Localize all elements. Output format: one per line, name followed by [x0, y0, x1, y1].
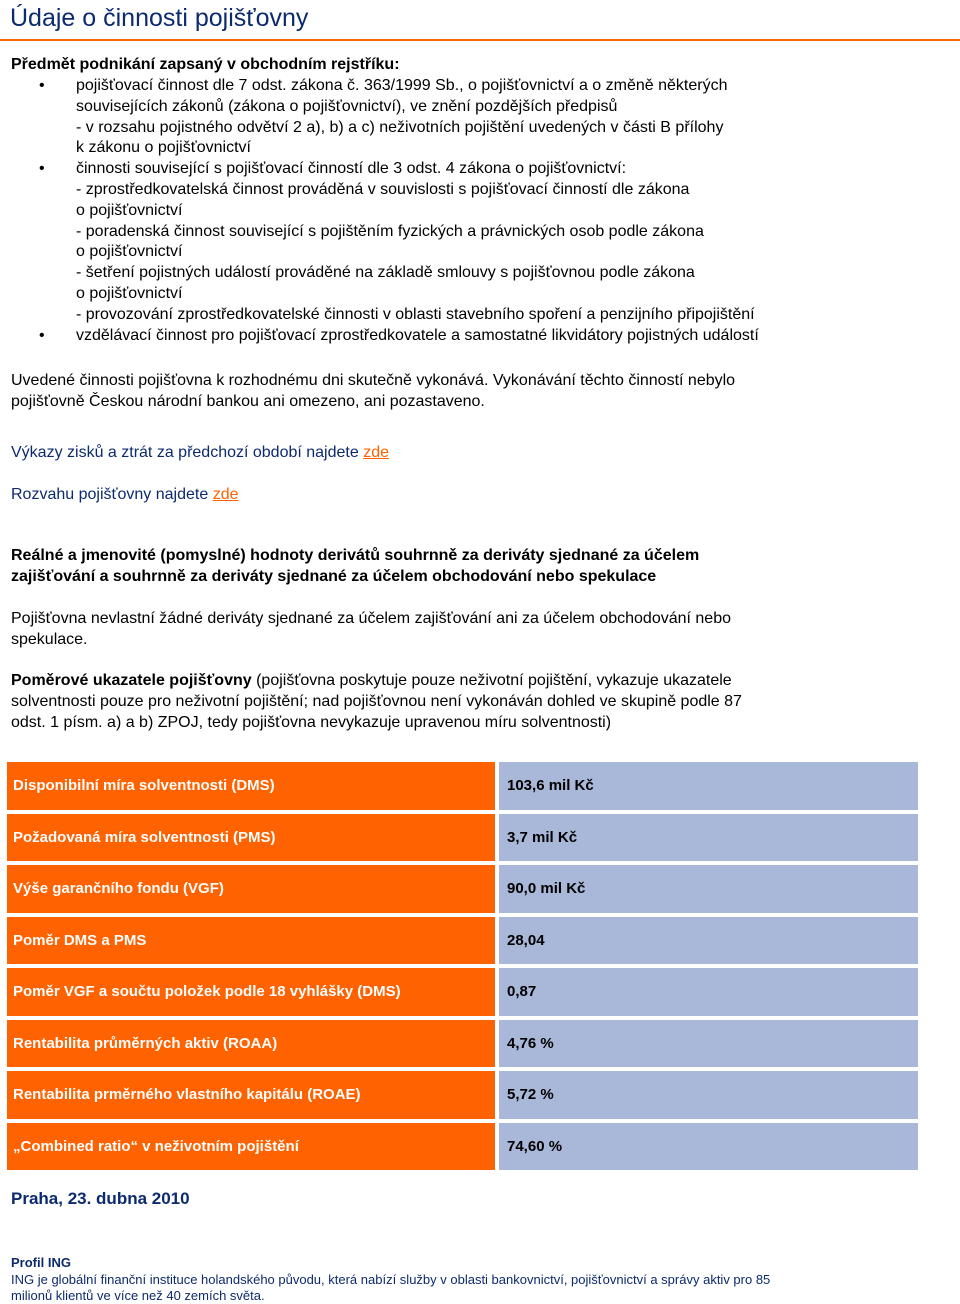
balance-link[interactable]: zde [212, 486, 239, 503]
profile-text-line: milionů klientů ve více než 40 zemích světa. [11, 1288, 265, 1303]
bullet-line: • pojišťovací činnost dle 7 odst. zákona č. 363/1999 Sb., o pojišťovnictví a o změně některých [76, 77, 728, 94]
bullet-item-related-activities [11, 159, 867, 325]
metric-value: 3,7 mil Kč [499, 814, 918, 862]
table-row [7, 968, 918, 1016]
document-date: Praha, 23. dubna 2010 [11, 1189, 190, 1208]
metric-label: Rentabilita prměrného vlastního kapitálu (ROAE) [7, 1071, 495, 1119]
profit-loss-heading [11, 443, 389, 463]
page-title: Údaje o činnosti pojišťovny [10, 4, 309, 32]
ratios-heading: Poměrové ukazatele pojišťovny [11, 672, 252, 689]
derivatives-heading [11, 546, 867, 588]
balance-text: Rozvahu pojišťovny najdete [11, 486, 213, 503]
bullet-line: souvisejících zákonů (zákona o pojišťovnictví), ve znění pozdějších předpisů [76, 97, 618, 115]
bullet-line: - poradenská činnost související s pojištěním fyzických a právnických osob podle zákona [76, 222, 704, 240]
metric-label: Poměr DMS a PMS [7, 917, 495, 965]
profit-loss-link[interactable]: zde [363, 444, 389, 461]
metric-label: Poměr VGF a součtu položek podle 18 vyhlášky (DMS) [7, 968, 495, 1016]
derivatives-heading-line: zajišťování a souhrnně za deriváty sjednané za účelem obchodování nebo spekulace [11, 567, 657, 585]
bullet-item-insurance [11, 76, 867, 159]
bullet-line: - provozování zprostředkovatelské činnosti v oblasti stavebního spoření a penzijního připojištění [76, 305, 755, 323]
activity-note-line: pojišťovně Českou národní bankou ani omezeno, ani pozastaveno. [11, 392, 485, 410]
metric-label: Výše garančního fondu (VGF) [7, 865, 495, 913]
derivatives-text-line: Pojišťovna nevlastní žádné deriváty sjednané za účelem zajišťování ani za účelem obchodování nebo [11, 610, 731, 627]
derivatives-heading-line: Reálné a jmenovité (pomyslné) hodnoty derivátů souhrnně za deriváty sjednané za účelem [11, 547, 700, 564]
metric-value: 0,87 [499, 968, 918, 1016]
metric-value: 4,76 % [499, 1020, 918, 1068]
metric-value: 5,72 % [499, 1071, 918, 1119]
profile-title: Profil ING [11, 1255, 71, 1270]
metric-value: 28,04 [499, 917, 918, 965]
table-row [7, 1123, 918, 1171]
profile-text-line: ING je globální finanční instituce holandského původu, která nabízí služby v oblasti bankovnictví, pojišťovnictví a správy aktiv pro 85 [11, 1272, 771, 1287]
table-row [7, 1020, 918, 1068]
metric-value: 90,0 mil Kč [499, 865, 918, 913]
bullet-line: • vzdělávací činnost pro pojišťovací zprostředkovatele a samostatné likvidátory pojistných událostí [76, 326, 759, 344]
bullet-line: - zprostředkovatelská činnost prováděná v souvislosti s pojišťovací činností dle zákona [76, 180, 690, 198]
subject-bullet-list [11, 76, 867, 346]
metric-label: „Combined ratio“ v neživotním pojištění [7, 1123, 495, 1171]
table-row [7, 1071, 918, 1119]
bullet-line: o pojišťovnictví [76, 243, 183, 261]
table-row [7, 762, 918, 810]
table-row [7, 814, 918, 862]
ratios-text-line: solventnosti pouze pro neživotní pojištění; nad pojišťovnou není vykonáván dohled ve skupině podle 87 [11, 692, 742, 710]
derivatives-text [11, 609, 867, 651]
profit-loss-text: Výkazy zisků a ztrát za předchozí období najdete [11, 444, 364, 461]
metric-value: 74,60 % [499, 1123, 918, 1171]
ratios-text-line: odst. 1 písm. a) a b) ZPOJ, tedy pojišťovna nevykazuje upravenou míru solventnosti) [11, 713, 612, 731]
bullet-line: o pojišťovnictví [76, 201, 183, 219]
bullet-line: • činnosti související s pojišťovací činností dle 3 odst. 4 zákona o pojišťovnictví: [76, 160, 627, 178]
profile-text [11, 1272, 881, 1304]
bullet-line: o pojišťovnictví [76, 284, 183, 302]
table-row [7, 917, 918, 965]
metric-label: Požadovaná míra solventnosti (PMS) [7, 814, 495, 862]
metric-label: Rentabilita průměrných aktiv (ROAA) [7, 1020, 495, 1068]
ratios-text: (pojišťovna poskytuje pouze neživotní pojištění, vykazuje ukazatele [251, 672, 732, 689]
metrics-table [3, 758, 922, 1174]
ratios-paragraph [11, 671, 867, 733]
activity-note [11, 371, 867, 413]
table-row [7, 865, 918, 913]
bullet-line: - šetření pojistných událostí prováděné na základě smlouvy s pojišťovnou podle zákona [76, 264, 695, 282]
bullet-item-education [11, 326, 867, 347]
derivatives-text-line: spekulace. [11, 630, 88, 648]
bullet-line: - v rozsahu pojistného odvětví 2 a), b) a c) neživotních pojištění uvedených v části B přílohy [76, 118, 724, 136]
balance-heading [11, 485, 238, 505]
activity-note-line: Uvedené činnosti pojišťovna k rozhodnému dni skutečně vykonává. Vykonávání těchto činností nebylo [11, 372, 736, 389]
subject-label: Předmět podnikání zapsaný v obchodním rejstříku: [11, 56, 400, 73]
title-divider [0, 39, 960, 41]
metric-value: 103,6 mil Kč [499, 762, 918, 810]
bullet-line: k zákonu o pojišťovnictví [76, 139, 251, 157]
metric-label: Disponibilní míra solventnosti (DMS) [7, 762, 495, 810]
